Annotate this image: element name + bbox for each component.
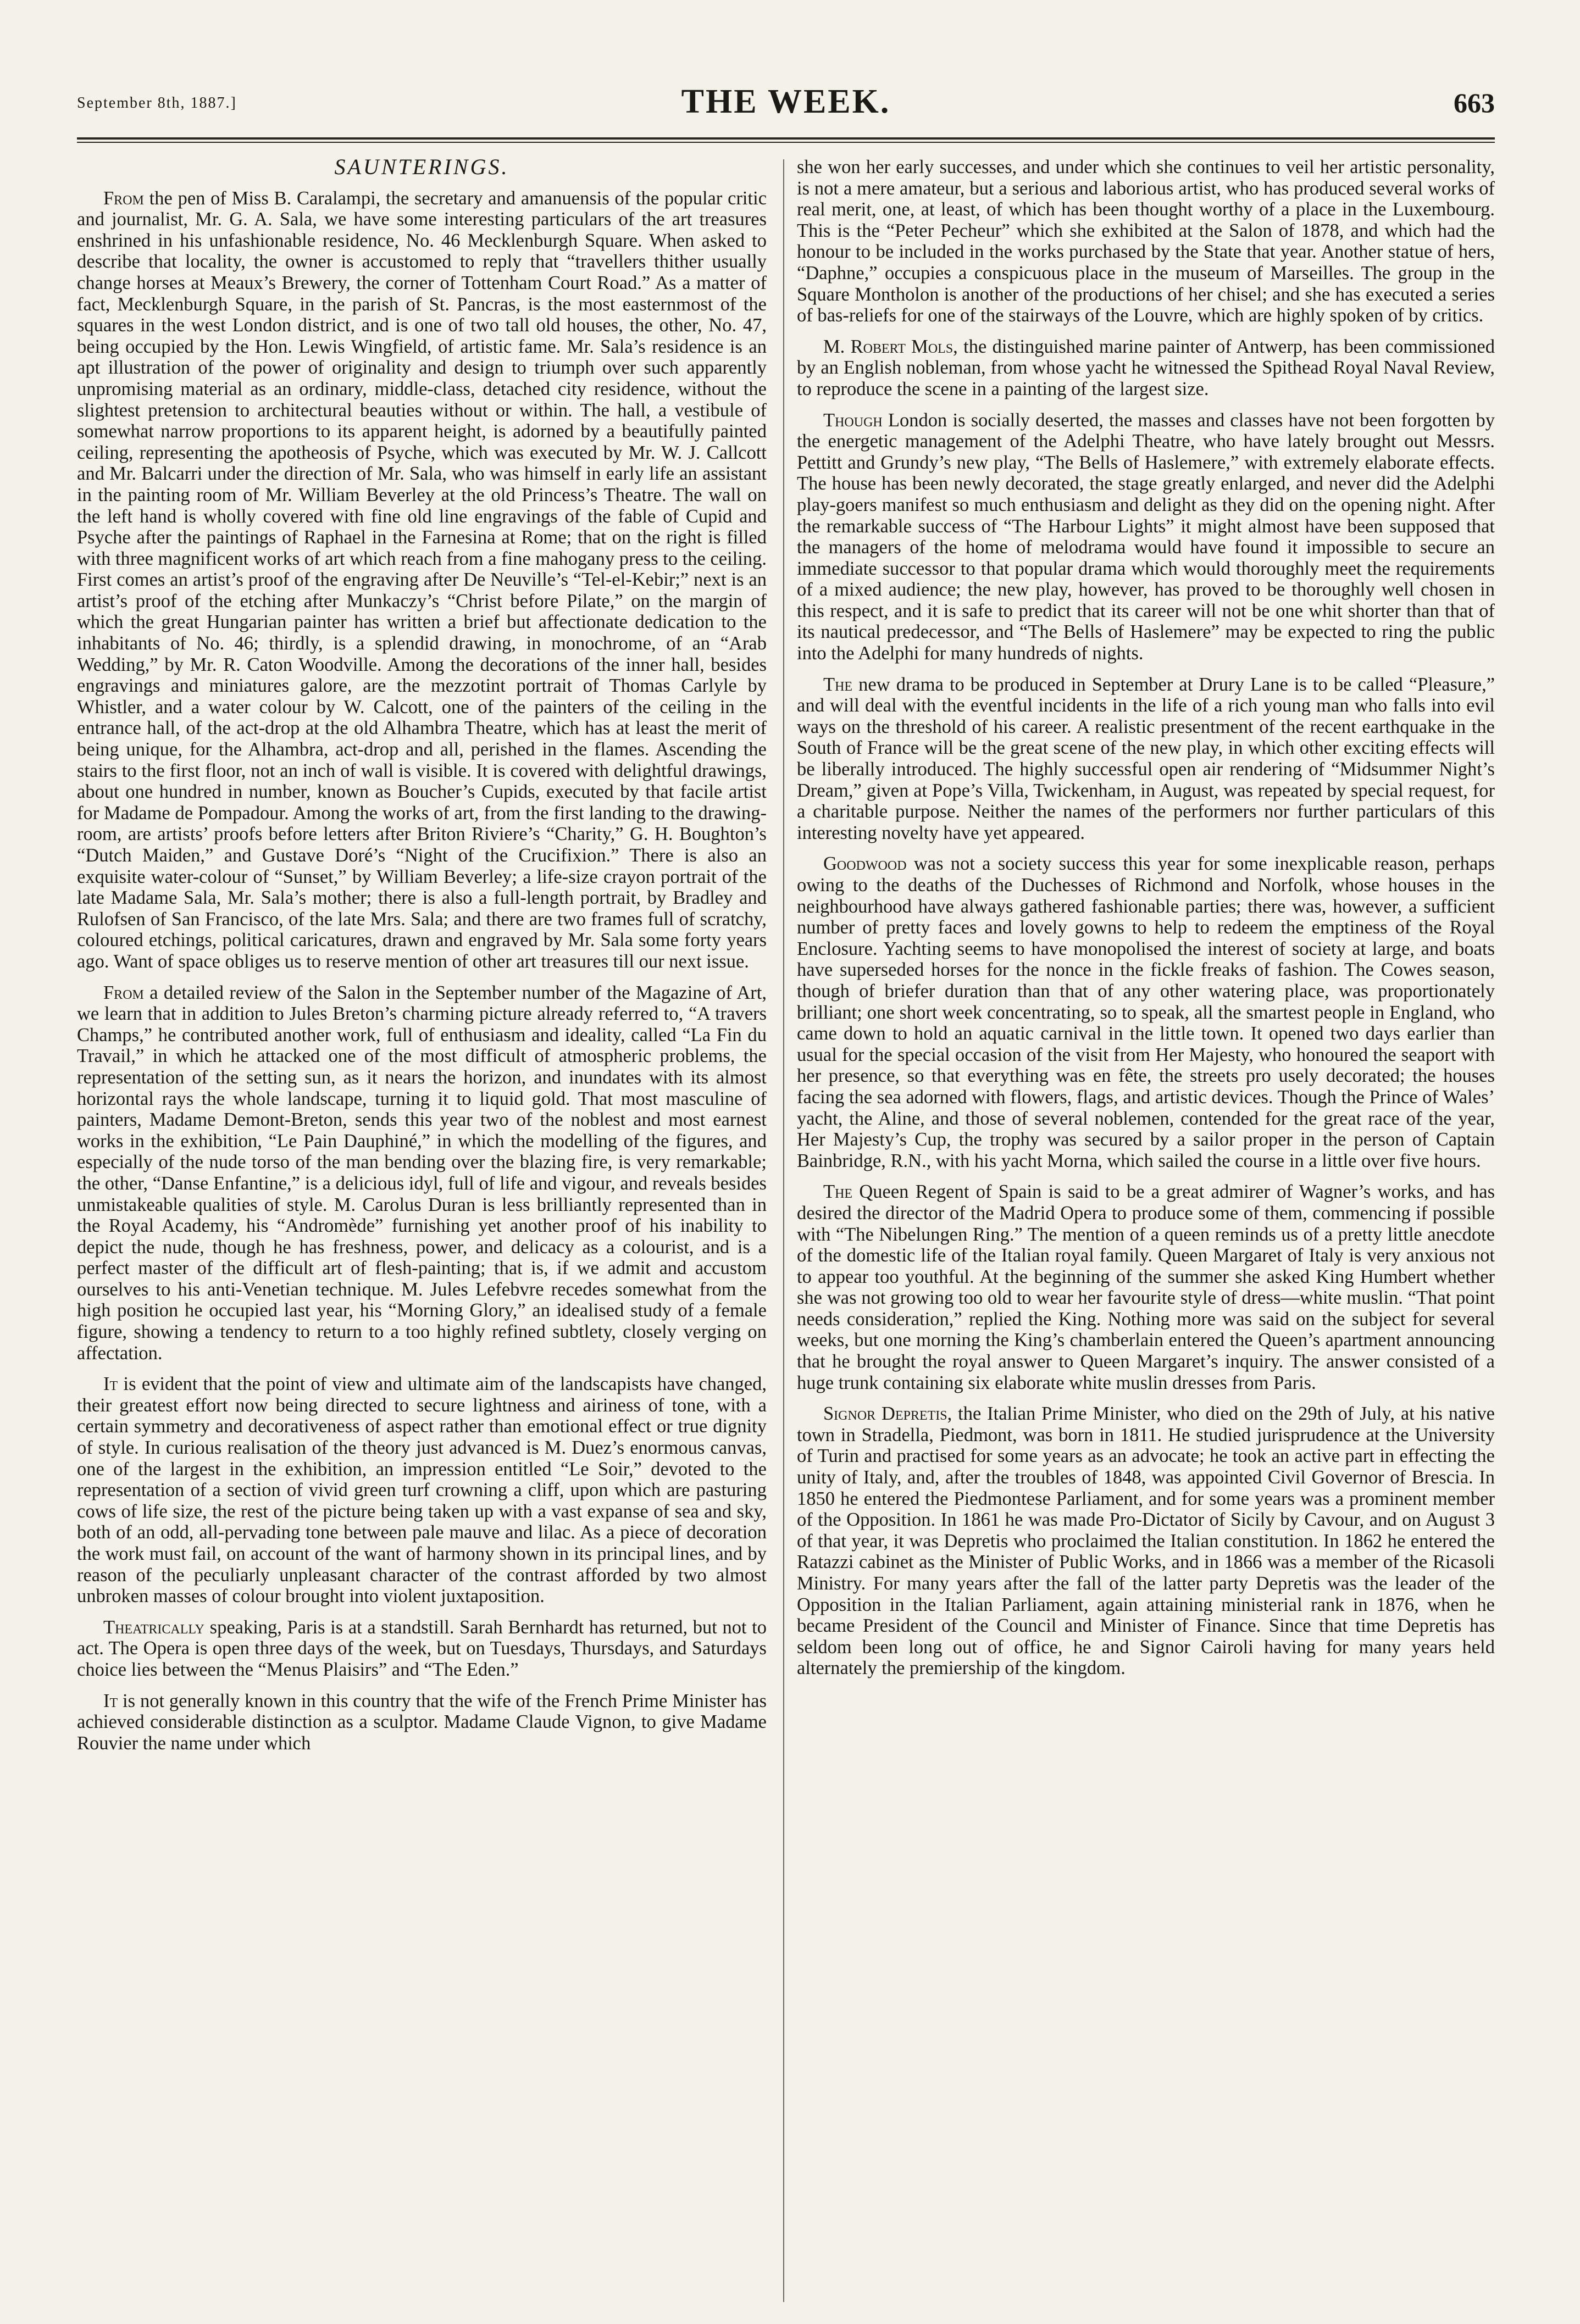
article-paragraph — [797, 853, 1495, 1171]
paragraph-lead: From — [103, 982, 144, 1003]
paragraph-text: she won her early successes, and under which she continues to veil her artistic personality, is not a mere amateur, but a serious and laborious artist, who has produced several works of real merit, one, at least, of which has been thought worthy of a place in the Luxembourg. This is the “Peter Pecheur” which she exhibited at the Salon of 1878, and which had the honour to be included in the works purchased by the State that year. Another statue of hers, “Daphne,” occupies a conspicuous place in the museum of Marseilles. The group in the Square Montholon is another of the productions of her chisel; and she has executed a series of bas-reliefs for one of the stairways of the Louvre, which are highly spoken of by critics. — [797, 157, 1495, 326]
article-paragraph — [797, 336, 1495, 400]
left-column — [77, 154, 767, 1764]
header-rule-thick — [77, 137, 1495, 140]
page-header — [77, 82, 1495, 135]
page-number: 663 — [1454, 87, 1495, 118]
article-paragraph — [77, 982, 767, 1364]
header-date: September 8th, 1887.] — [77, 94, 237, 112]
paragraph-text: Queen Regent of Spain is said to be a great admirer of Wagner’s works, and has desired the director of the Madrid Opera to produce some of them, commencing if possible with “The Nibelungen Ring.” The mention of a queen reminds us of a pretty little anecdote of the domestic life of the Italian royal family. Queen Margaret of Italy is very anxious not to appear too youthful. At the beginning of the summer she asked King Humbert whether she was not growing too old to wear her favourite style of dress—white muslin. “That point needs consideration,” replied the King. Nothing more was said on the subject for several weeks, but one morning the King’s chamberlain entered the Queen’s apartment announcing that he brought the royal answer to Queen Margaret’s inquiry. The answer consisted of a huge trunk containing six elaborate white muslin dresses from Paris. — [797, 1181, 1495, 1393]
paragraph-lead: Signor Depretis, — [823, 1403, 952, 1425]
column-separator — [783, 159, 784, 2302]
paragraph-text: the distinguished marine painter of Antwerp, has been commissioned by an English nobleman, from whose yacht he witnessed the Spithead Royal Naval Review, to reproduce the scene in a painting of the largest size. — [797, 336, 1495, 399]
header-rule-thin — [77, 142, 1495, 143]
paragraph-text: speaking, Paris is at a standstill. Sarah Bernhardt has returned, but not to act. The Opera is open three days of the week, but on Tuesdays, Thursdays, and Saturdays choice lies between the “Menus Plaisirs” and “The Eden.” — [77, 1616, 767, 1680]
paragraph-lead: The — [823, 674, 853, 695]
article-paragraph — [77, 1374, 767, 1607]
paragraph-lead: It — [103, 1374, 118, 1395]
article-paragraph — [77, 188, 767, 972]
paragraph-text: the Italian Prime Minister, who died on the 29th of July, at his native town in Stradella, Piedmont, was born in 1811. He studied jurisprudence at the University of Turin and practised for some years as an advocate; he took an active part in effecting the unity of Italy, and, after the troubles of 1848, was appointed Civil Governor of Brescia. In 1850 he entered the Piedmontese Parliament, and for some years was a prominent member of the Opposition. In 1861 he was made Pro-Dictator of Sicily by Cavour, and on August 3 of that year, it was Depretis who proclaimed the Italian constitution. In 1862 he entered the Ratazzi cabinet as the Minister of Public Works, and in 1866 was a member of the Ricasoli Ministry. For many years after the fall of the latter party Depretis was the leader of the Opposition in the Italian Parliament, again attaining ministerial rank in 1876, when he became President of the Council and Minister of Finance. Since that time Depretis has seldom been long out of office, he and Signor Cairoli having for many years held alternately the premiership of the kingdom. — [797, 1403, 1495, 1679]
paragraph-lead: The — [823, 1181, 853, 1203]
article-paragraph — [797, 674, 1495, 844]
article-paragraph — [77, 1617, 767, 1681]
paragraph-text: a detailed review of the Salon in the September number of the Magazine of Art, we learn that in addition to Jules Breton’s charming picture already referred to, “A travers Champs,” he contributed another work, full of enthusiasm and ideality, called “La Fin du Travail,” in which he attacked one of the most difficult of atmospheric problems, the representation of the setting sun, as it nears the horizon, and inundates with its almost horizontal rays the whole landscape, turning it to liquid gold. That most masculine of painters, Madame Demont-Breton, sends this year two of the noblest and most earnest works in the exhibition, “Le Pain Dauphiné,” in which the modelling of the figures, and especially of the nude torso of the man bending over the blazing fire, is very remarkable; the other, “Danse Enfantine,” is a delicious idyl, full of life and vigour, and reveals besides unmistakeable qualities of style. M. Carolus Duran is less brilliantly represented than in the Royal Academy, his “Andromède” furnishing yet another proof of his inability to depict the nude, though he has freshness, power, and delicacy as a colourist, and is a perfect master of the difficult art of flesh-painting; that is, if we admit and accustom ourselves to his anti-Venetian technique. M. Jules Lefebvre recedes somewhat from the high position he occupied last year, his “Morning Glory,” an idealised study of a female figure, showing a tendency to return to a too highly refined subtlety, closely verging on affectation. — [77, 982, 767, 1364]
paragraph-lead: Though — [823, 409, 883, 431]
paragraph-lead: Theatrically — [103, 1616, 204, 1638]
paragraph-lead: Goodwood — [823, 853, 907, 875]
paragraph-text: is not generally known in this country that the wife of the French Prime Minister has achieved considerable distinction as a sculptor. Madame Claude Vignon, to give Madame Rouvier the name under which — [77, 1690, 767, 1754]
article-paragraph — [77, 1691, 767, 1754]
article-paragraph — [797, 410, 1495, 664]
paragraph-text: the pen of Miss B. Caralampi, the secretary and amanuensis of the popular critic and journalist, Mr. G. A. Sala, we have some interesting particulars of the art treasures enshrined in his unfashionable residence, No. 46 Mecklenburgh Square. When asked to describe that locality, the owner is accustomed to reply that “travellers thither usually change horses at Meaux’s Brewery, the corner of Tottenham Court Road.” As a matter of fact, Mecklenburgh Square, in the parish of St. Pancras, is the most easternmost of the squares in the west London district, and is one of two tall old houses, the other, No. 47, being occupied by the Hon. Lewis Wingfield, of artistic fame. Mr. Sala’s residence is an apt illustration of the power of originality and design to triumph over such apparently unpromising material as an ordinary, middle-class, detached city residence, without the slightest pretension to architectural beauties without or within. The hall, a vestibule of somewhat narrow proportions to its apparent height, is adorned by a beautifully painted ceiling, representing the apotheosis of Psyche, which was executed by Mr. W. J. Callcott and Mr. Balcarri under the direction of Mr. Sala, who was himself in early life an assistant in the painting room of Mr. William Beverley at the old Princess’s Theatre. The wall on the left hand is wholly covered with fine old line engravings of the fable of Cupid and Psyche after the paintings of Raphael in the Farnesina at Rome; that on the right is filled with three magnificent works of art which reach from a fine mahogany press to the ceiling. First comes an artist’s proof of the engraving after De Neuville’s “Tel-el-Kebir;” next is an artist’s proof of the etching after Munkaczy’s “Christ before Pilate,” on the margin of which the great Hungarian painter has written a brief but affectionate dedication to the inhabitants of No. 46; thirdly, is a splendid drawing, in monochrome, of an “Arab Wedding,” by Mr. R. Caton Woodville. Among the decorations of the inner hall, besides engravings and miniatures galore, are the mezzotint portrait of Thomas Carlyle by Whistler, and a water colour by W. Calcott, one of the painters of the ceiling in the entrance hall, of the act-drop at the old Alhambra Theatre, which has at least the merit of being unique, for the Alhambra, act-drop and all, perished in the flames. Ascending the stairs to the first floor, not an inch of wall is visible. It is covered with delightful drawings, about one hundred in number, known as Boucher’s Cupids, executed by that facile artist for Madame de Pompadour. Among the works of art, from the first landing to the drawing-room, are artists’ proofs before letters after Briton Riviere’s “Charity,” G. H. Boughton’s “Dutch Maiden,” and Gustave Doré’s “Night of the Crucifixion.” There is also an exquisite water-colour of “Sunset,” by William Beverley; a life-size crayon portrait of the late Madame Sala, Mr. Sala’s mother; there is also a full-length portrait, by Bradley and Rulofsen of San Francisco, of the late Mrs. Sala; and there are two frames full of scratchy, coloured etchings, political caricatures, drawn and engraved by Mr. Sala some forty years ago. Want of space obliges us to reserve mention of other art treasures till our next issue. — [77, 187, 767, 972]
article-paragraph-continued — [797, 157, 1495, 326]
right-column — [797, 157, 1495, 1689]
article-paragraph — [797, 1181, 1495, 1393]
paragraph-lead: M. Robert Mols, — [823, 336, 958, 357]
article-paragraph — [797, 1403, 1495, 1679]
paragraph-lead: From — [103, 187, 144, 209]
section-title: SAUNTERINGS. — [334, 154, 509, 179]
paragraph-text: London is socially deserted, the masses and classes have not been forgotten by the energetic management of the Adelphi Theatre, who have lately brought out Messrs. Pettitt and Grundy’s new play, “The Bells of Haslemere,” with extremely elaborate effects. The house has been newly decorated, the stage greatly enlarged, and never did the Adelphi play-goers manifest so much enthusiasm and delight as they did on the opening night. After the remarkable success of “The Harbour Lights” it might almost have been supposed that the managers of the home of melodrama would have found it impossible to secure an immediate successor to that popular drama which would thoroughly meet the requirements of a mixed audience; the new play, however, has proved to be thoroughly well chosen in this respect, and it is safe to predict that its career will not be one whit shorter than that of its nautical predecessor, and “The Bells of Haslemere” may be expected to ring the public into the Adelphi for many hundreds of nights. — [797, 409, 1495, 664]
paragraph-text: new drama to be produced in September at Drury Lane is to be called “Pleasure,” and will deal with the eventful incidents in the life of a rich young man who falls into evil ways on the threshold of his career. A realistic presentment of the recent earthquake in the South of France will be the great scene of the new play, in which other exciting effects will be liberally introduced. The highly successful open air rendering of “Midsummer Night’s Dream,” given at Pope’s Villa, Twickenham, in August, was repeated by special request, for a charitable purpose. Neither the names of the performers nor further particulars of this interesting novelty have yet appeared. — [797, 674, 1495, 843]
paragraph-text: is evident that the point of view and ultimate aim of the landscapists have changed, their greatest effort now being directed to secure lightness and airiness of tone, with a certain symmetry and decorativeness of aspect rather than emotional effect or true dignity of style. In curious realisation of the theory just advanced is M. Duez’s enormous canvas, one of the largest in the exhibition, an impression entitled “Le Soir,” devoted to the representation of a section of vivid green turf crowning a cliff, upon which are pasturing cows of life size, the rest of the picture being taken up with a vast expanse of sea and sky, both of an odd, all-pervading tone between pale mauve and lilac. As a piece of decoration the work must fail, on account of the want of harmony shown in its principal lines, and by reason of the peculiarly unpleasant character of the contrast afforded by two almost unbroken masses of colour brought into violent juxtaposition. — [77, 1374, 767, 1607]
paragraph-lead: It — [103, 1690, 118, 1711]
masthead-title: THE WEEK. — [681, 83, 891, 120]
paragraph-text: was not a society success this year for some inexplicable reason, perhaps owing to the deaths of the Duchesses of Richmond and Norfolk, whose houses in the neighbourhood have always gathered fashionable parties; there was, however, a sufficient number of pretty faces and lovely gowns to help to redeem the emptiness of the Royal Enclosure. Yachting seems to have monopolised the interest of society at large, and boats have superseded horses for the nonce in the fickle freaks of fashion. The Cowes season, though of briefer duration than that of any other watering place, was proportionately brilliant; one short week concentrating, so to speak, all the smartest people in England, who came down to hold an aquatic carnival in the little town. It opened two days earlier than usual for the special occasion of the visit from Her Majesty, who honoured the seaport with her presence, so that everything was en fête, the streets pro usely decorated; the houses facing the sea adorned with flowers, flags, and artistic devices. Though the Prince of Wales’ yacht, the Aline, and those of several noblemen, contended for the great race of the year, Her Majesty’s Cup, the trophy was secured by a sailor proper in the person of Captain Bainbridge, R.N., with his yacht Morna, which sailed the course in a little over five hours. — [797, 853, 1495, 1171]
